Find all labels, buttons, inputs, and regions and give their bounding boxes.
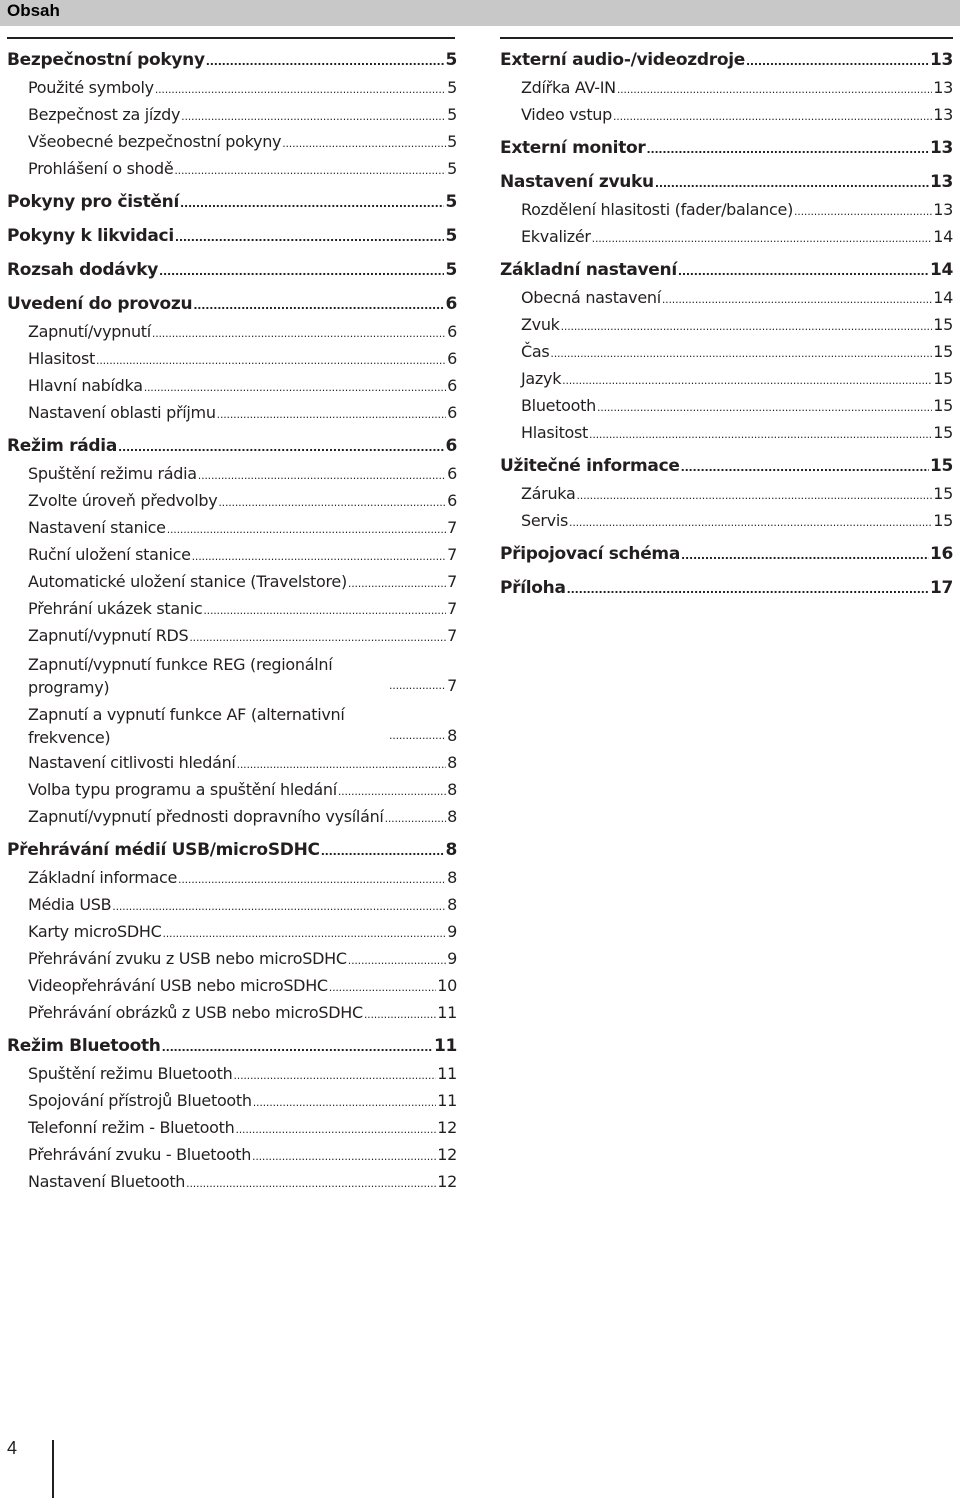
toc-entry-title: Zvolte úroveň předvolby: [28, 491, 218, 510]
toc-entry-page: 11: [437, 1091, 457, 1110]
toc-entry-page: 15: [933, 342, 953, 361]
toc-entry-title: Režim rádia: [7, 436, 117, 456]
toc-leader-dots: [174, 157, 446, 184]
toc-leader-dots: [678, 258, 929, 285]
toc-leader-dots: [646, 136, 928, 163]
toc-subsection-entry: [7, 918, 457, 945]
toc-entry-title: Zvuk: [521, 315, 560, 334]
toc-entry-title: Záruka: [521, 484, 576, 503]
toc-entry-page: 15: [933, 396, 953, 415]
toc-subsection-entry: [7, 155, 457, 182]
toc-leader-dots: [746, 48, 929, 75]
toc-entry-page: 5: [447, 159, 457, 178]
header-bar: [0, 0, 960, 26]
toc-entry-title: Média USB: [28, 895, 112, 914]
toc-leader-dots: [193, 292, 444, 319]
toc-subsection-entry: [7, 128, 457, 155]
toc-leader-dots: [112, 893, 446, 920]
toc-entry-title: Spuštění režimu rádia: [28, 464, 197, 483]
toc-subsection-entry: [7, 595, 457, 622]
toc-subsection-entry: [7, 541, 457, 568]
toc-entry-page: 8: [447, 753, 457, 772]
toc-entry-page: 13: [933, 105, 953, 124]
toc-entry-title: Bluetooth: [521, 396, 596, 415]
toc-entry-page: 6: [447, 491, 457, 510]
toc-entry-page: 8: [447, 807, 457, 826]
right-column-rule: [500, 37, 953, 39]
toc-entry-page: 14: [929, 260, 953, 280]
toc-entry-page: 15: [933, 369, 953, 388]
toc-left-column: [7, 47, 457, 1195]
toc-leader-dots: [235, 1116, 436, 1143]
toc-leader-dots: [233, 1062, 436, 1089]
toc-leader-dots: [217, 401, 446, 428]
toc-subsection-entry: [7, 514, 457, 541]
toc-leader-dots: [613, 103, 932, 130]
toc-entry-page: 6: [447, 403, 457, 422]
toc-entry-page: 8: [447, 868, 457, 887]
toc-entry-page: 5: [445, 260, 457, 280]
toc-entry-title: Zapnutí/vypnutí přednosti dopravního vysílání: [28, 807, 384, 826]
toc-entry-page: 5: [445, 192, 457, 212]
toc-section-entry: [7, 47, 457, 74]
toc-entry-page: 12: [437, 1145, 457, 1164]
toc-subsection-entry: [7, 372, 457, 399]
toc-entry-page: 8: [447, 726, 457, 745]
toc-entry-title: Připojovací schéma: [500, 544, 681, 564]
toc-leader-dots: [321, 838, 445, 865]
toc-leader-dots: [364, 1001, 436, 1028]
toc-leader-dots: [385, 805, 447, 832]
toc-subsection-entry: [500, 223, 953, 250]
toc-entry-title: Bezpečnostní pokyny: [7, 50, 205, 70]
toc-entry-page: 13: [929, 172, 953, 192]
toc-subsection-entry: [500, 101, 953, 128]
toc-entry-page: 8: [447, 780, 457, 799]
toc-subsection-entry: [500, 196, 953, 223]
toc-entry-title: Užitečné informace: [500, 456, 680, 476]
toc-section-entry: [500, 257, 953, 284]
toc-entry-page: 13: [933, 78, 953, 97]
toc-entry-page: 13: [929, 138, 953, 158]
toc-entry-page: 17: [929, 578, 953, 598]
toc-entry-page: 13: [929, 50, 953, 70]
toc-leader-dots: [348, 947, 446, 974]
toc-entry-page: 7: [447, 626, 457, 645]
toc-entry-page: 5: [447, 132, 457, 151]
toc-subsection-entry: [500, 480, 953, 507]
toc-subsection-entry: [7, 101, 457, 128]
toc-entry-page: 15: [929, 456, 953, 476]
toc-entry-title: Zapnutí/vypnutí RDS: [28, 626, 189, 645]
toc-entry-page: 15: [933, 484, 953, 503]
toc-entry-title: Režim Bluetooth: [7, 1036, 161, 1056]
toc-leader-dots: [192, 543, 446, 570]
toc-subsection-entry: [500, 74, 953, 101]
toc-leader-dots: [348, 570, 446, 597]
toc-entry-page: 11: [437, 1064, 457, 1083]
toc-entry-page: 7: [447, 676, 457, 695]
toc-entry-title: Nastavení oblasti příjmu: [28, 403, 216, 422]
toc-entry-page: 12: [437, 1118, 457, 1137]
toc-leader-dots: [181, 103, 446, 130]
toc-entry-page: 6: [447, 376, 457, 395]
toc-leader-dots: [617, 76, 932, 103]
toc-entry-title: Všeobecné bezpečnostní pokyny: [28, 132, 282, 151]
toc-subsection-entry: [7, 318, 457, 345]
toc-subsection-entry: [7, 1141, 457, 1168]
toc-entry-title: Příloha: [500, 578, 566, 598]
toc-leader-dots: [175, 224, 445, 251]
toc-entry-title: Přehrávání médií USB/microSDHC: [7, 840, 320, 860]
toc-entry-page: 15: [933, 315, 953, 334]
toc-subsection-entry: [7, 345, 457, 372]
toc-subsection-entry: [500, 419, 953, 446]
toc-entry-page: 8: [447, 895, 457, 914]
toc-entry-page: 15: [933, 423, 953, 442]
toc-subsection-entry: [7, 622, 457, 649]
toc-leader-dots: [155, 76, 446, 103]
left-column-rule: [7, 37, 455, 39]
toc-entry-page: 13: [933, 200, 953, 219]
toc-subsection-entry: [500, 284, 953, 311]
toc-entry-title: Přehrávání zvuku z USB nebo microSDHC: [28, 949, 347, 968]
footer-divider: [52, 1440, 54, 1498]
toc-leader-dots: [167, 516, 446, 543]
toc-leader-dots: [655, 170, 929, 197]
toc-section-entry: [500, 453, 953, 480]
toc-entry-page: 6: [445, 436, 457, 456]
toc-leader-dots: [589, 421, 932, 448]
toc-section-entry: [7, 257, 457, 284]
toc-subsection-entry: [7, 999, 457, 1026]
toc-entry-title: Zdířka AV-IN: [521, 78, 616, 97]
toc-leader-dots: [252, 1143, 436, 1170]
toc-leader-dots: [203, 597, 446, 624]
toc-entry-page: 7: [447, 599, 457, 618]
toc-leader-dots: [329, 974, 436, 1001]
toc-entry-page: 6: [447, 349, 457, 368]
toc-leader-dots: [186, 1170, 436, 1197]
toc-entry-title: Automatické uložení stanice (Travelstore): [28, 572, 347, 591]
toc-leader-dots: [569, 509, 932, 536]
toc-section-entry: [7, 291, 457, 318]
toc-entry-page: 12: [437, 1172, 457, 1191]
toc-leader-dots: [198, 462, 446, 489]
toc-leader-dots: [338, 778, 446, 805]
toc-entry-title: Nastavení Bluetooth: [28, 1172, 186, 1191]
toc-entry-title: Karty microSDHC: [28, 922, 162, 941]
toc-subsection-entry: [7, 568, 457, 595]
toc-subsection-entry: [7, 803, 457, 830]
toc-entry-page: 5: [445, 226, 457, 246]
toc-entry-title: Přehrávání zvuku - Bluetooth: [28, 1145, 252, 1164]
toc-subsection-entry: [7, 864, 457, 891]
toc-entry-title: Přehrání ukázek stanic: [28, 599, 203, 618]
toc-entry-page: 5: [445, 50, 457, 70]
toc-entry-page: 10: [437, 976, 457, 995]
toc-leader-dots: [159, 258, 444, 285]
toc-leader-dots: [561, 313, 933, 340]
toc-entry-page: 7: [447, 572, 457, 591]
toc-entry-title: Volba typu programu a spuštění hledání: [28, 780, 337, 799]
toc-entry-page: 7: [447, 518, 457, 537]
toc-subsection-entry: [500, 507, 953, 534]
toc-entry-title: Hlasitost: [28, 349, 96, 368]
toc-subsection-entry: [500, 311, 953, 338]
toc-entry-page: 14: [933, 288, 953, 307]
toc-section-entry: [7, 189, 457, 216]
toc-subsection-entry: [7, 399, 457, 426]
toc-leader-dots: [662, 286, 932, 313]
toc-subsection-entry: [7, 945, 457, 972]
toc-leader-dots: [562, 367, 932, 394]
toc-entry-title: Videopřehrávání USB nebo microSDHC: [28, 976, 328, 995]
toc-subsection-entry: [7, 749, 457, 776]
toc-entry-title: Jazyk: [521, 369, 562, 388]
toc-leader-dots: [389, 724, 446, 749]
toc-entry-page: 14: [933, 227, 953, 246]
toc-section-entry: [7, 837, 457, 864]
toc-entry-title: Hlavní nabídka: [28, 376, 143, 395]
toc-entry-title: Použité symboly: [28, 78, 154, 97]
toc-leader-dots: [567, 576, 929, 603]
toc-section-entry: [500, 169, 953, 196]
toc-entry-title: Externí monitor: [500, 138, 646, 158]
toc-entry-title: Čas: [521, 342, 550, 361]
toc-leader-dots: [237, 751, 447, 778]
toc-subsection-entry: [7, 699, 457, 749]
toc-leader-dots: [162, 920, 446, 947]
toc-entry-title: Nastavení stanice: [28, 518, 166, 537]
toc-subsection-entry: [7, 487, 457, 514]
toc-entry-title: Servis: [521, 511, 569, 530]
toc-subsection-entry: [500, 338, 953, 365]
toc-leader-dots: [681, 542, 929, 569]
toc-entry-page: 6: [447, 464, 457, 483]
toc-entry-page: 6: [445, 294, 457, 314]
toc-leader-dots: [189, 624, 446, 651]
toc-subsection-entry: [7, 1060, 457, 1087]
toc-entry-title: Prohlášení o shodě: [28, 159, 174, 178]
toc-entry-title: Ruční uložení stanice: [28, 545, 191, 564]
toc-entry-title: Pokyny pro čistění: [7, 192, 179, 212]
toc-entry-title: Video vstup: [521, 105, 612, 124]
toc-entry-title: Základní nastavení: [500, 260, 677, 280]
toc-leader-dots: [178, 866, 446, 893]
toc-leader-dots: [597, 394, 932, 421]
toc-subsection-entry: [500, 392, 953, 419]
toc-subsection-entry: [7, 972, 457, 999]
toc-section-entry: [7, 433, 457, 460]
toc-entry-page: 9: [447, 949, 457, 968]
toc-entry-title: Externí audio-/videozdroje: [500, 50, 745, 70]
toc-subsection-entry: [500, 365, 953, 392]
toc-leader-dots: [576, 482, 932, 509]
toc-section-entry: [500, 575, 953, 602]
toc-entry-title: Hlasitost: [521, 423, 589, 442]
toc-subsection-entry: [7, 1168, 457, 1195]
toc-entry-title: Bezpečnost za jízdy: [28, 105, 181, 124]
toc-entry-title: Zapnutí/vypnutí: [28, 322, 151, 341]
toc-entry-page: 16: [929, 544, 953, 564]
toc-subsection-entry: [7, 776, 457, 803]
toc-entry-title: Spojování přístrojů Bluetooth: [28, 1091, 252, 1110]
toc-entry-page: 15: [933, 511, 953, 530]
toc-entry-title: Rozdělení hlasitosti (fader/balance): [521, 200, 794, 219]
toc-entry-title: Telefonní režim - Bluetooth: [28, 1118, 235, 1137]
toc-leader-dots: [96, 347, 446, 374]
toc-section-entry: [500, 135, 953, 162]
toc-subsection-entry: [7, 891, 457, 918]
toc-subsection-entry: [7, 1114, 457, 1141]
toc-entry-page: 11: [437, 1003, 457, 1022]
toc-right-column: [500, 47, 953, 602]
toc-leader-dots: [152, 320, 446, 347]
toc-entry-page: 8: [445, 840, 457, 860]
toc-leader-dots: [206, 48, 445, 75]
toc-entry-page: 6: [447, 322, 457, 341]
toc-entry-page: 9: [447, 922, 457, 941]
toc-entry-title: Ekvalizér: [521, 227, 591, 246]
toc-entry-title: Zapnutí a vypnutí funkce AF (alternativní frekvence): [28, 705, 345, 747]
toc-subsection-entry: [7, 460, 457, 487]
toc-section-entry: [7, 223, 457, 250]
toc-subsection-entry: [7, 1087, 457, 1114]
toc-entry-title: Pokyny k likvidaci: [7, 226, 174, 246]
toc-leader-dots: [282, 130, 446, 157]
toc-section-entry: [500, 47, 953, 74]
toc-subsection-entry: [7, 74, 457, 101]
toc-entry-title: Základní informace: [28, 868, 178, 887]
toc-leader-dots: [144, 374, 446, 401]
toc-leader-dots: [218, 489, 446, 516]
toc-entry-page: 5: [447, 78, 457, 97]
toc-entry-page: 11: [433, 1036, 457, 1056]
toc-leader-dots: [550, 340, 932, 367]
page-number: 4: [7, 1438, 18, 1458]
page-title: Obsah: [7, 1, 60, 20]
toc-leader-dots: [592, 225, 933, 252]
toc-entry-title: Nastavení citlivosti hledání: [28, 753, 236, 772]
toc-section-entry: [500, 541, 953, 568]
toc-leader-dots: [118, 434, 444, 461]
toc-entry-page: 7: [447, 545, 457, 564]
toc-entry-title: Spuštění režimu Bluetooth: [28, 1064, 233, 1083]
toc-leader-dots: [794, 198, 932, 225]
toc-leader-dots: [162, 1034, 433, 1061]
toc-leader-dots: [180, 190, 444, 217]
toc-leader-dots: [253, 1089, 437, 1116]
toc-entry-page: 5: [447, 105, 457, 124]
toc-entry-title: Uvedení do provozu: [7, 294, 193, 314]
toc-leader-dots: [681, 454, 929, 481]
toc-entry-title: Zapnutí/vypnutí funkce REG (regionální programy): [28, 655, 333, 697]
toc-subsection-entry: [7, 649, 457, 699]
toc-entry-title: Nastavení zvuku: [500, 172, 654, 192]
toc-entry-title: Obecná nastavení: [521, 288, 661, 307]
toc-leader-dots: [389, 674, 446, 699]
toc-entry-title: Rozsah dodávky: [7, 260, 159, 280]
toc-entry-title: Přehrávání obrázků z USB nebo microSDHC: [28, 1003, 363, 1022]
toc-section-entry: [7, 1033, 457, 1060]
